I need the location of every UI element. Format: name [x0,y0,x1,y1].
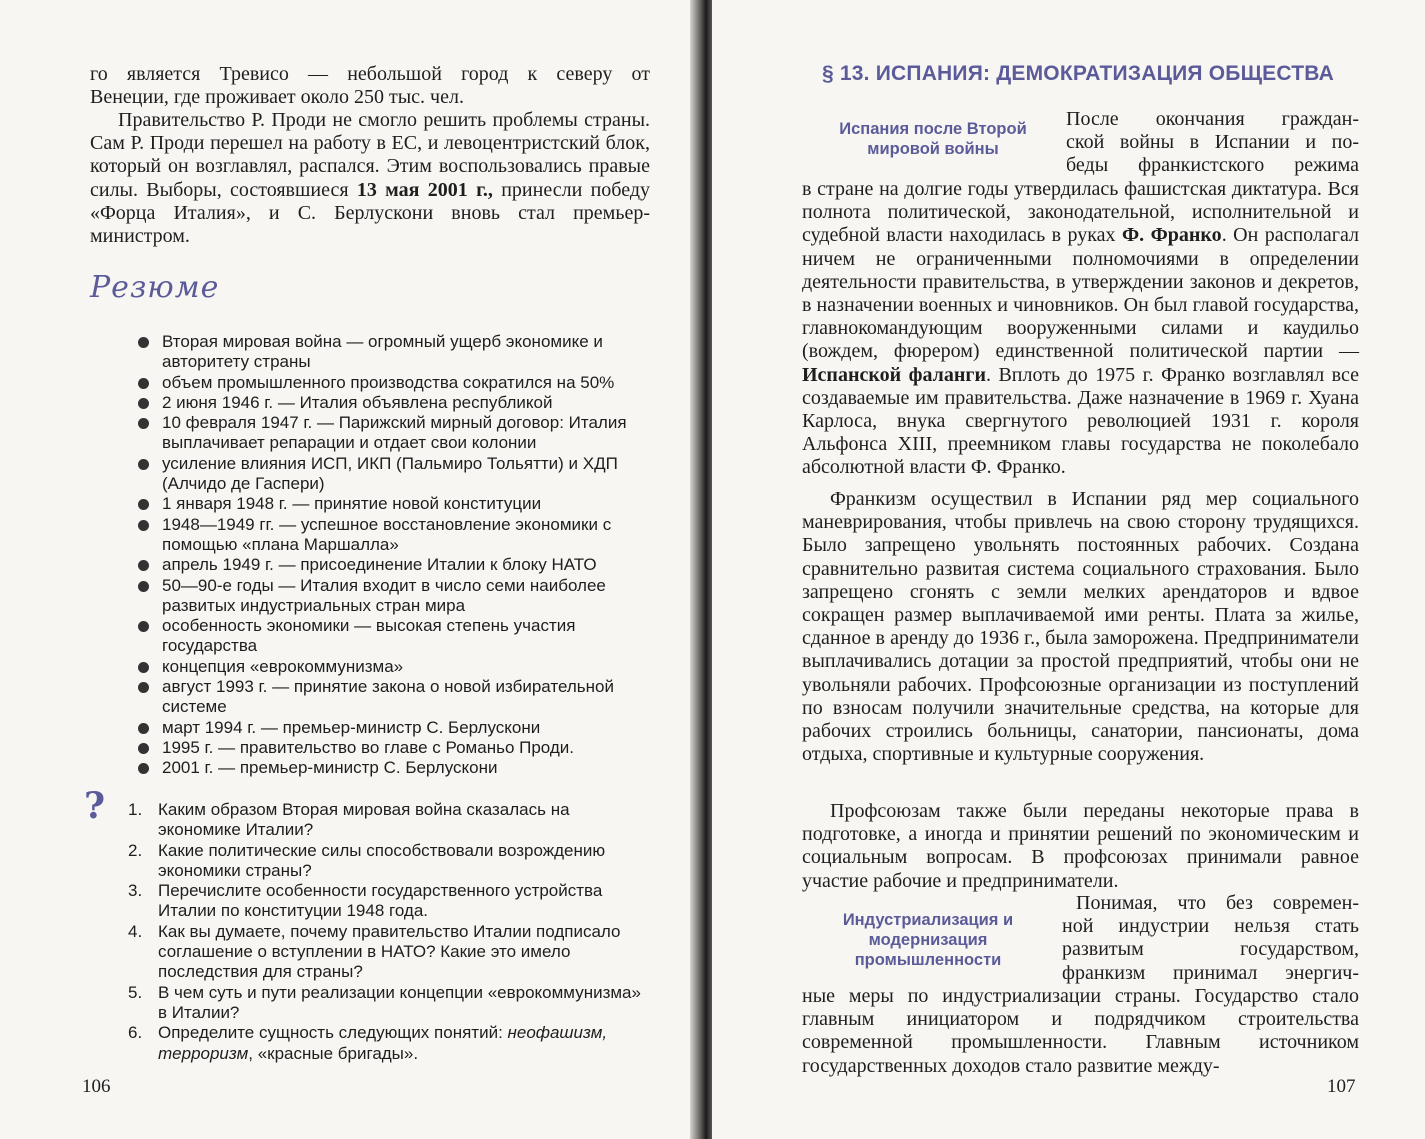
bullet-icon [138,337,149,348]
para-text: Профсоюзам также были переданы некоторые права в подготовке, а иногда и принятии решений по экономическим и социальным вопросам. В профсоюзах принимали равное участие рабочие и предприниматели. [802,800,1359,892]
bullet-icon [138,581,149,592]
side-line: После окончания граждан- [1066,108,1359,130]
bullet-icon [138,378,149,389]
resume-item-text: объем промышленного производства сократился на 50% [162,372,615,392]
sidehead-line: мировой войны [867,140,999,158]
questions-list [128,800,648,1064]
bullet-icon [138,459,149,470]
left-paragraph-prodi [90,109,650,248]
resume-item [138,393,650,413]
resume-item [138,718,650,738]
question-text: Какие политические силы способствовали возрождению экономики страны? [158,840,606,880]
resume-item-text: особенность экономики — высокая степень участия государства [162,616,576,656]
question-number: 5. [128,982,143,1002]
question-number: 1. [128,800,143,819]
question-italic-terms: неофашизм, терроризм [158,1023,608,1063]
bullet-icon [138,499,149,510]
section-heading: § 13. ИСПАНИЯ: ДЕМОКРАТИЗАЦИЯ ОБЩЕСТВА [822,62,1334,85]
para-text: в стране на долгие годы утвердилась фашистская диктатура. Вся полнота политической, законодательной, исполнительной и судебной власти находилась в руках [802,178,1359,247]
bullet-icon [138,621,149,632]
resume-item [138,373,650,393]
question-item [128,922,648,983]
side-line: ной индустрии нельзя стать [1062,915,1359,938]
para2-bold-date: 13 мая 2001 г., [356,178,493,201]
question-text: Каким образом Вторая мировая война сказалась на экономике Италии? [158,800,570,840]
resume-item [138,677,650,718]
resume-item [138,494,650,514]
resume-item [138,515,650,556]
right-para1-side-lines [1066,108,1359,178]
bullet-icon [138,560,149,571]
resume-item-text: 10 февраля 1947 г. — Парижский мирный договор: Италия выплачивает репарации и отдает свои колонии [162,413,627,453]
question-item [128,881,648,922]
question-text: Как вы думаете, почему правительство Италии подписало соглашение о вступлении в НАТО? Какие это имело последствия для страны? [158,921,621,982]
right-para2 [802,488,1359,766]
question-number: 6. [128,1023,143,1043]
sidehead-line: модернизация [868,931,988,949]
resume-item [138,657,650,677]
side-line: развитым государством, [1062,938,1359,961]
sidehead-spain-after-war [808,119,1058,159]
para-bold-franco: Ф. Франко [1121,224,1222,247]
resume-item-text: 1 января 1948 г. — принятие новой конституции [162,494,542,514]
question-text: Определите сущность следующих понятий: [158,1023,508,1043]
resume-item [138,454,650,495]
resume-item-text: апрель 1949 г. — присоединение Италии к блоку НАТО [162,555,597,575]
side-line: ской войны в Испании и по- [1066,131,1359,154]
resume-item [138,576,650,617]
resume-item-text: август 1993 г. — принятие закона о новой избирательной системе [162,677,614,717]
sidehead-line: промышленности [854,951,1002,969]
resume-title: Резюме [90,270,220,305]
resume-item [138,616,650,657]
right-para3 [802,800,1359,893]
side-line: Понимая, что без современ- [1076,892,1359,914]
resume-item-text: 1948—1949 гг. — успешное восстановление экономики с помощью «плана Маршалла» [162,514,612,554]
resume-item [138,413,650,454]
bullet-icon [138,418,149,429]
resume-item-text: Вторая мировая война — огромный ущерб экономике и авторитету страны [162,332,603,372]
question-item [128,1023,648,1064]
resume-item-text: март 1994 г. — премьер-министр С. Берлускони [162,717,541,737]
resume-item [138,332,650,373]
sidehead-line: Испания после Второй [839,120,1027,138]
para2-text-after: принесли победу «Форца Италия», и С. Берлускони вновь стал премьер-министром. [90,178,650,248]
resume-item-text: усиление влияния ИСП, ИКП (Пальмиро Тольятти) и ХДП (Алчидо де Гаспери) [162,453,618,494]
resume-item-text: 1995 г. — правительство во главе с Романьо Проди. [162,737,575,757]
right-para4-rest [802,985,1359,1078]
bullet-icon [138,520,149,531]
side-line: беды франкистского режима [1066,154,1359,177]
left-intro-paragraph [90,63,650,109]
resume-item-text: 2001 г. — премьер-министр С. Берлускони [162,758,498,778]
question-text: В чем суть и пути реализации концепции «еврокоммунизма» в Италии? [158,982,641,1022]
resume-item-text: концепция «еврокоммунизма» [162,656,404,676]
side-line: франкизм принимал энергич- [1062,961,1359,984]
resume-item [138,758,650,778]
resume-list [138,332,650,779]
question-number: 4. [128,921,143,941]
resume-item [138,738,650,758]
bullet-icon [138,398,149,409]
bullet-icon [138,743,149,754]
intro-line-1: го является Тревисо — небольшой город к северу от [90,63,650,85]
question-text-end: , «красные бригады». [248,1043,419,1063]
sidehead-line: Индустриализация и [842,911,1014,929]
resume-item-text: 50—90-е годы — Италия входит в число семи наиболее развитых индустриальных стран мира [162,575,606,615]
para-bold-falange: Испанской фаланги [802,363,986,386]
para-text: . Он располагал ничем не ограниченными полномочиями в определении деятельности правительства, в утверждении законов и декретов, в назначении военных и чиновников. Он был главой государства, главнокомандующим вооруженными силами и каудильо (вождем, фюрером) единственной политической партии — [802,224,1359,363]
bullet-icon [138,763,149,774]
para-text: Франкизм осуществил в Испании ряд мер социального маневрирования, чтобы привлечь на свою сторону трудящихся. Было запрещено увольнять постоянных рабочих. Создана сравнительно развитая система социального страхования. Было запрещено сгонять с земли мелких арендаторов и вдвое сокращен размер выплачиваемой ими ренты. Плата за жилье, сданное в аренду до 1936 г., была заморожена. Предприниматели выплачивались дотации за простой предприятий, чтобы они не увольняли рабочих. Профсоюзные организации из поступлений по взносам получили значительные средства, на которые для рабочих строились больницы, санатории, пансионаты, дома отдыха, спортивные и культурные сооружения. [802,488,1359,766]
question-item [128,800,648,841]
question-text: Перечислите особенности государственного устройства Италии по конституции 1948 года. [158,881,603,921]
para-text: ные меры по индустриализации страны. Государство стало главным инициатором и подрядчиком строительства современной промышленности. Главным источником государственных доходов стало развитие между- [802,985,1359,1077]
question-number: 2. [128,840,143,860]
page-number-left: 106 [82,1076,111,1097]
sidehead-industrialization [808,910,1048,970]
question-item [128,983,648,1024]
right-para4-side-lines [1062,892,1359,985]
question-number: 3. [128,881,143,901]
para-text: . Вплоть до 1975 г. Франко возглавлял все создаваемые им правительства. Даже назначение в 1969 г. Хуана Карлоса, внука свергнутого революцией 1931 г. короля Альфонса XIII, преемником главы государства не поколебало абсолютной власти Ф. Франко. [802,363,1359,479]
resume-item-text: 2 июня 1946 г. — Италия объявлена республикой [162,392,553,412]
para2-text-before: Правительство Р. Проди не смогло решить проблемы страны. Сам Р. Проди перешел на работу в ЕС, и левоцентристский блок, который он возглавлял, распался. Этим воспользовались правые силы. Выборы, состоявшиеся [90,109,650,201]
left-page [0,0,700,1139]
right-para1-rest [802,178,1359,480]
question-item [128,841,648,882]
resume-item [138,555,650,575]
bullet-icon [138,723,149,734]
page-number-right: 107 [1327,1076,1356,1097]
question-mark-icon: ? [84,785,106,827]
bullet-icon [138,662,149,673]
intro-line-2: Венеции, где проживает около 250 тыс. чел. [90,86,464,109]
bullet-icon [138,682,149,693]
